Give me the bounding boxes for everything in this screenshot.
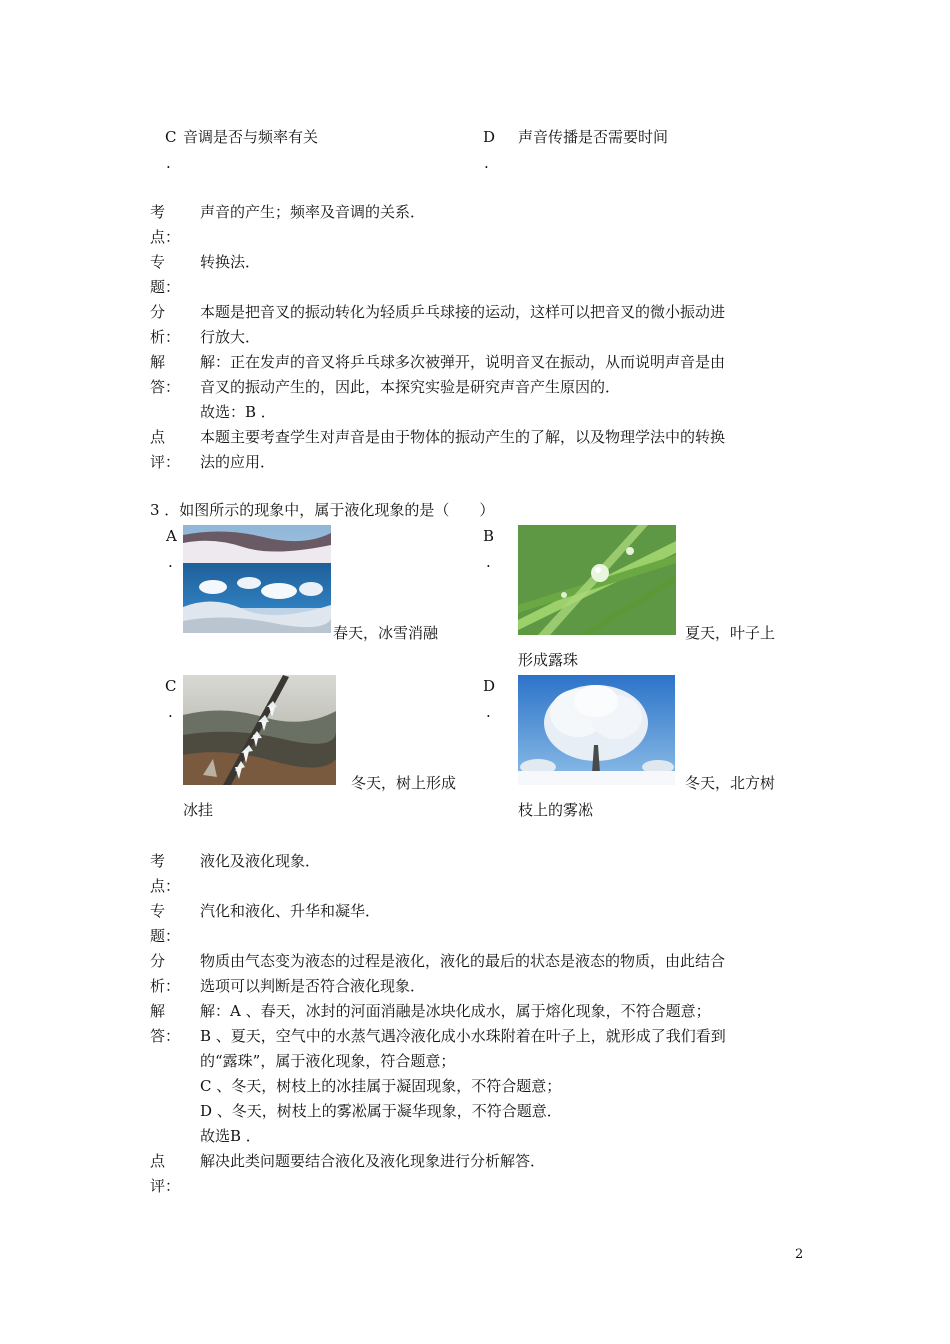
option-c-text: 音调是否与频率有关	[183, 128, 319, 146]
q2-dianping-label: 点 评：	[150, 428, 181, 471]
q3-option-c-caption: 冬天，树上形成	[351, 774, 457, 792]
q3-option-d-caption: 冬天，北方树	[685, 774, 776, 792]
q3-jieda-text: 解：A 、春天，冰封的河面消融是冰块化成水，属于熔化现象，不符合题意； B 、夏天，空气中的水蒸气遇冷液化成小水珠附着在叶子上，就形成了我们看到 的“露珠”，属于液化现象，符合题意； C 、冬天，树枝上的冰挂属于凝固现象，不符合题意； D 、冬天，树枝上的雾凇属于凝华现象，不符合题意． 故选B ．	[200, 1002, 726, 1145]
q3-option-b-caption: 夏天，叶子上	[685, 624, 776, 642]
option-d-letter: D	[483, 128, 496, 146]
q3-option-b-caption-line2: 形成露珠	[518, 651, 579, 669]
option-d-dot: .	[484, 154, 489, 172]
q3-kaodian-label: 考 点：	[150, 852, 181, 895]
option-c-dot: .	[166, 154, 171, 172]
q3-option-c-letter: C	[165, 677, 177, 695]
q3-stem: 3 ．如图所示的现象中，属于液化现象的是（ ）	[150, 501, 495, 519]
q3-dianping-label: 点 评：	[150, 1152, 181, 1195]
q3-option-c-dot: .	[168, 703, 173, 721]
q3-option-a-caption: 春天，冰雪消融	[333, 624, 439, 642]
q3-option-b-dot: .	[486, 553, 491, 571]
q3-zhuanti-text: 汽化和液化、升华和凝华．	[200, 902, 381, 920]
q3-kaodian-text: 液化及液化现象．	[200, 852, 321, 870]
rime-tree-image	[518, 675, 675, 785]
option-c-letter: C	[165, 128, 177, 146]
q2-dianping-text: 本题主要考查学生对声音是由于物体的振动产生的了解，以及物理学法中的转换 法的应用．	[200, 428, 726, 471]
page-number: 2	[795, 1247, 804, 1262]
option-d-text: 声音传播是否需要时间	[518, 128, 669, 146]
ice-melting-image	[183, 525, 331, 633]
q3-option-a-dot: .	[168, 553, 173, 571]
q3-option-d-letter: D	[483, 677, 496, 695]
q3-jieda-label: 解 答：	[150, 1002, 181, 1045]
dew-drop-image	[518, 525, 676, 635]
q3-option-b-letter: B	[483, 527, 495, 545]
q2-zhuanti-label: 专 题：	[150, 253, 181, 296]
q2-jieda-label: 解 答：	[150, 353, 181, 396]
q2-kaodian-label: 考 点：	[150, 203, 181, 246]
q3-dianping-text: 解决此类问题要结合液化及液化现象进行分析解答．	[200, 1152, 546, 1170]
q3-option-c-caption-line2: 冰挂	[183, 801, 214, 819]
q3-option-a-letter: A	[166, 527, 177, 545]
q3-option-d-dot: .	[486, 703, 491, 721]
q2-fenxi-label: 分 析：	[150, 303, 181, 346]
q3-fenxi-label: 分 析：	[150, 952, 181, 995]
q3-zhuanti-label: 专 题：	[150, 902, 181, 945]
q2-jieda-text: 解：正在发声的音叉将乒乓球多次被弹开，说明音叉在振动，从而说明声音是由 音叉的振动产生的，因此，本探究实验是研究声音产生原因的． 故选：B ．	[200, 353, 726, 421]
q2-fenxi-text: 本题是把音叉的振动转化为轻质乒乓球接的运动，这样可以把音叉的微小振动进 行放大．	[200, 303, 726, 346]
q3-fenxi-text: 物质由气态变为液态的过程是液化，液化的最后的状态是液态的物质，由此结合 选项可以判断是否符合液化现象．	[200, 952, 726, 995]
q2-kaodian-text: 声音的产生；频率及音调的关系．	[200, 203, 426, 221]
icicle-image	[183, 675, 336, 785]
q3-option-d-caption-line2: 枝上的雾凇	[518, 801, 594, 819]
q2-zhuanti-text: 转换法．	[200, 253, 261, 271]
